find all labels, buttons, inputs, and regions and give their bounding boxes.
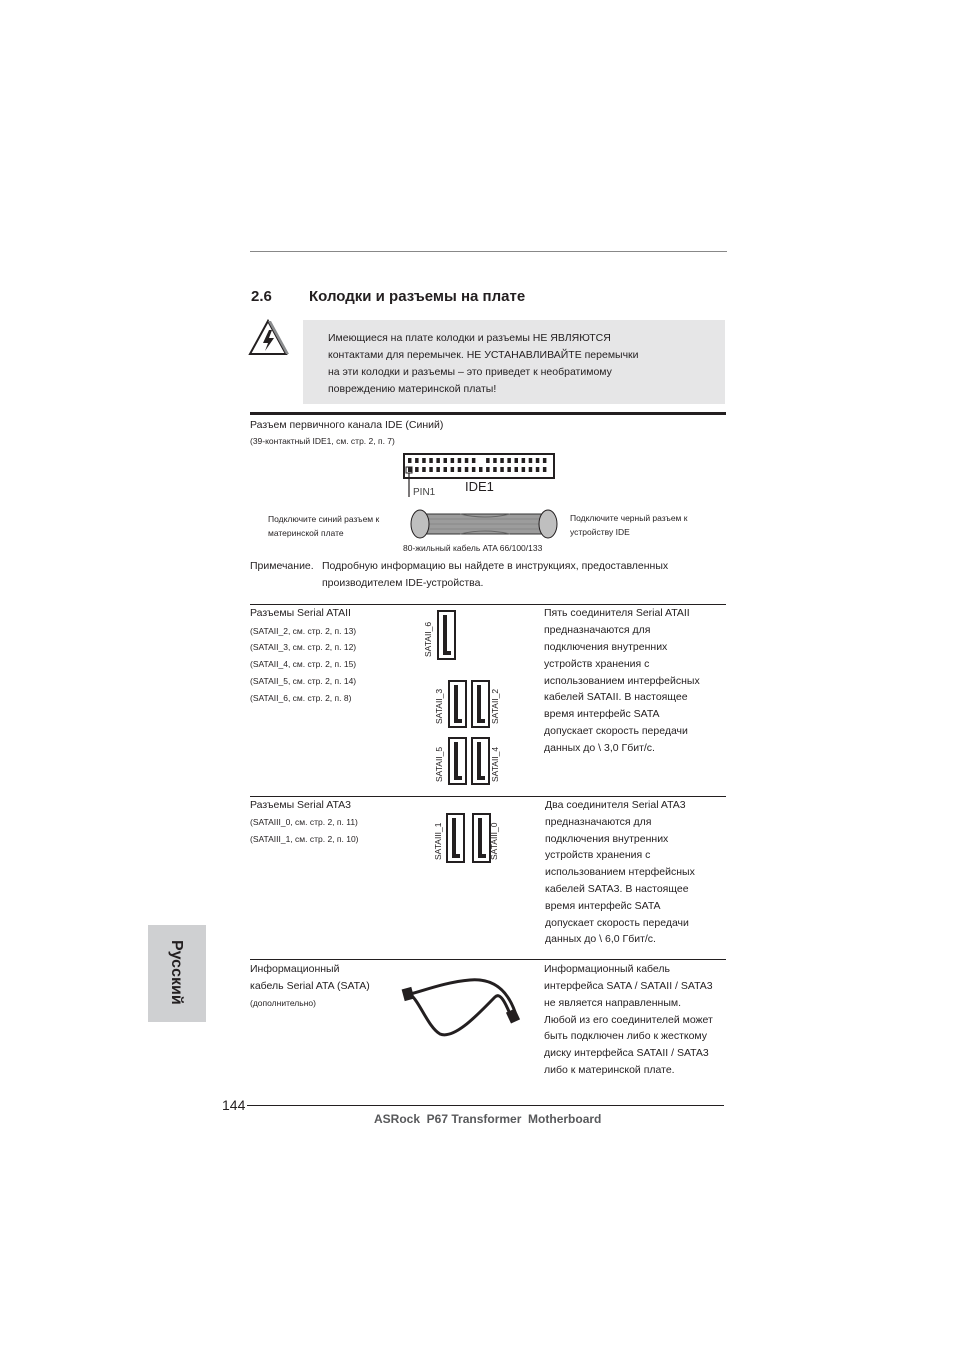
note-line: Подробную информацию вы найдете в инструкциях, предоставленных: [322, 560, 669, 572]
desc-line: устройств хранения с: [545, 849, 651, 861]
ide-pin: [515, 467, 519, 472]
desc-line: допускает скорость передачи: [544, 725, 688, 737]
desc-line: Любой из его соединителей может: [544, 1014, 713, 1026]
desc-line: не является направленным.: [544, 997, 682, 1009]
sataii-ref: (SATAII_4, см. стр. 2, п. 15): [250, 659, 357, 669]
sata-port-icon: [471, 680, 490, 728]
ide-pin: [436, 467, 440, 472]
ide-ribbon-cable: [400, 506, 568, 542]
sataii-ref: (SATAII_5, см. стр. 2, п. 14): [250, 676, 357, 686]
ide-pin: [451, 467, 455, 472]
ide-pin: [436, 458, 440, 463]
warning-triangle-icon: [248, 318, 290, 358]
cable-rule: [250, 959, 726, 960]
desc-line: интерфейса SATA / SATAII / SATA3: [544, 980, 713, 992]
desc-line: кабелей SATA3. В настоящее: [545, 883, 689, 895]
ide-pin: [543, 467, 547, 472]
warning-box: [303, 320, 725, 404]
sataii-ref: (SATAII_6, см. стр. 2, п. 8): [250, 693, 352, 703]
ide-pin: [543, 458, 547, 463]
ide-pin: [500, 467, 504, 472]
warning-line: контактами для перемычек. НЕ УСТАНАВЛИВАЙТЕ перемычки: [328, 349, 639, 361]
ide-pin: [507, 458, 511, 463]
sataii-ref: (SATAII_2, см. стр. 2, п. 13): [250, 626, 357, 636]
port-label-sataii-2: SATAII_2: [490, 688, 500, 724]
cable-spec-label: 80-жильный кабель ATA 66/100/133: [403, 543, 543, 553]
desc-line: кабелей SATAII. В настоящее: [544, 691, 688, 703]
ide-pin: [415, 467, 419, 472]
section-number: 2.6: [251, 288, 272, 305]
ide1-label: IDE1: [465, 479, 494, 494]
warning-line: повреждению материнской платы!: [328, 383, 497, 395]
ide-left-note: материнской плате: [268, 528, 344, 538]
desc-line: данных до \ 6,0 Гбит/с.: [545, 933, 656, 945]
language-tab: [148, 925, 206, 1022]
ide-pin: [472, 467, 476, 472]
port-label-sataiii-1: SATAIII_1: [433, 822, 443, 860]
desc-line: подключения внутренних: [544, 641, 668, 653]
ide-pin: [429, 458, 433, 463]
ide-pin: [493, 458, 497, 463]
cable-optional: (дополнительно): [250, 998, 316, 1008]
ide-pin: [515, 458, 519, 463]
cable-title: кабель Serial ATA (SATA): [250, 980, 370, 992]
ide-pin: [536, 467, 540, 472]
sata-port-icon: [448, 680, 467, 728]
sata-port-icon: [437, 610, 456, 660]
language-tab-label: Русский: [168, 940, 185, 1005]
ide-pin: [415, 458, 419, 463]
top-rule: [250, 251, 727, 252]
sata-cable-image: [400, 972, 525, 1042]
sata3-ref: (SATAIII_1, см. стр. 2, п. 10): [250, 834, 359, 844]
desc-line: Информационный кабель: [544, 963, 671, 975]
ide-pin: [465, 458, 469, 463]
ide-right-note: Подключите черный разъем к: [570, 513, 688, 523]
desc-line: допускает скорость передачи: [545, 917, 689, 929]
ide-pin: [507, 467, 511, 472]
port-label-sataii-5: SATAII_5: [434, 746, 444, 782]
ide-pin: [444, 458, 448, 463]
warning-line: Имеющиеся на плате колодки и разъемы НЕ ЯВЛЯЮТСЯ: [328, 332, 611, 344]
ide-pin: [422, 458, 426, 463]
ide-pin: [422, 467, 426, 472]
desc-line: предназначаются для: [544, 624, 651, 636]
cable-title: Информационный: [250, 963, 340, 975]
note-line: производителем IDE-устройства.: [322, 577, 484, 589]
ide-pin: [500, 458, 504, 463]
ide-pin: [522, 458, 526, 463]
port-label-sataii-3: SATAII_3: [434, 688, 444, 724]
ide-pin: [479, 467, 483, 472]
footer-rule: [247, 1105, 724, 1106]
section-title: Колодки и разъемы на плате: [309, 288, 526, 305]
ide-pin: [408, 467, 412, 472]
sata3-ref: (SATAIII_0, см. стр. 2, п. 11): [250, 817, 358, 827]
ide-pin: [486, 467, 490, 472]
desc-line: диску интерфейса SATAII / SATA3: [544, 1047, 709, 1059]
footer-title: ASRock P67 Transformer Motherboard: [374, 1112, 602, 1126]
ide-right-note: устройству IDE: [570, 527, 630, 537]
ide-pin: [458, 467, 462, 472]
desc-line: время интерфейс SATA: [545, 900, 661, 912]
ide-ref: (39-контактный IDE1, см. стр. 2, п. 7): [250, 436, 395, 446]
desc-line: Пять соединителя Serial ATAII: [544, 607, 690, 619]
warning-line: на эти колодки и разъемы – это приведет к необратимому: [328, 366, 612, 378]
sata-port-icon: [471, 737, 490, 785]
ide-pin: [529, 458, 533, 463]
desc-line: время интерфейс SATA: [544, 708, 660, 720]
desc-line: Два соединителя Serial ATA3: [545, 799, 686, 811]
ide-pin: [429, 467, 433, 472]
ide-pin: [536, 458, 540, 463]
ide-pin: [472, 458, 476, 463]
sataii-ref: (SATAII_3, см. стр. 2, п. 12): [250, 642, 357, 652]
pin1-label: PIN1: [413, 487, 436, 498]
page-number: 144: [222, 1097, 246, 1113]
ide-pin: [465, 467, 469, 472]
sata3-title: Разъемы Serial ATA3: [250, 799, 351, 811]
note-label: Примечание.: [250, 560, 314, 572]
ide-pin: [529, 467, 533, 472]
ide-pin: [522, 467, 526, 472]
desc-line: быть подключен либо к жесткому: [544, 1030, 708, 1042]
port-label-sataii-4: SATAII_4: [490, 746, 500, 782]
desc-line: подключения внутренних: [545, 833, 669, 845]
sataii-title: Разъемы Serial ATAII: [250, 607, 351, 619]
ide-pin: [486, 458, 490, 463]
ide-pin: [458, 458, 462, 463]
desc-line: либо к материнской плате.: [544, 1064, 675, 1076]
desc-line: устройств хранения с: [544, 658, 650, 670]
port-label-sataii-6: SATAII_6: [423, 621, 433, 657]
desc-line: использованием интерфейсных: [544, 675, 700, 687]
ide-pin: [408, 458, 412, 463]
desc-line: использованием нтерфейсных: [545, 866, 695, 878]
port-label-sataiii-0: SATAIII_0: [489, 822, 499, 860]
ide-pin: [493, 467, 497, 472]
sata-port-icon: [446, 813, 465, 863]
ide-rule: [250, 412, 726, 415]
ide-title: Разъем первичного канала IDE (Синий): [250, 419, 444, 431]
ide-pin: [451, 458, 455, 463]
ide-pin: [444, 467, 448, 472]
desc-line: предназначаются для: [545, 816, 652, 828]
desc-line: данных до \ 3,0 Гбит/с.: [544, 742, 655, 754]
sata-port-icon: [448, 737, 467, 785]
ide-left-note: Подключите синий разъем к: [268, 514, 380, 524]
